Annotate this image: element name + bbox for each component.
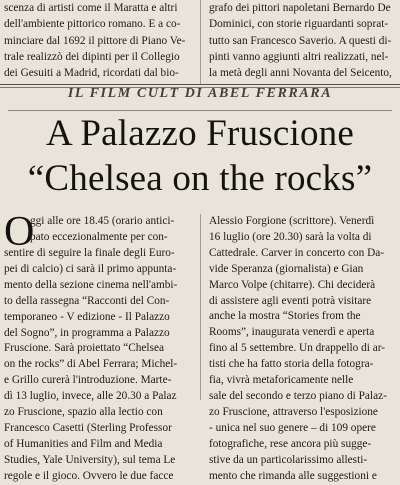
article-right-column [209,214,395,484]
text-line: vide Speranza (giornalista) e Gian [209,262,364,275]
section-rule [0,84,400,85]
text-line: del Sogno”, in programma a Palazzo [4,326,170,339]
text-line: ggi alle ore 18.45 (orario antici- [30,215,175,227]
text-line: on the rocks” di Abel Ferrara; Michel- [4,358,178,371]
text-line: dì 13 luglio, invece, alle 20.30 a Palaz [4,390,177,403]
text-line: e Grillo curerà l'introduzione. Marte- [4,374,172,387]
previous-article-left-column [4,0,190,81]
text-line: mento che rimanda alle suggestioni e [209,469,377,482]
text-line: Dominici, con storie riguardanti soprat- [209,18,389,31]
text-line: scenza di artisti come il Maratta e altri [4,2,178,14]
text-line: Fruscione. Sarà proiettato “Chelsea [4,342,164,355]
text-line: la metà degli anni Novanta del Seicento, [209,67,392,80]
kicker: IL FILM CULT DI ABEL FERRARA [67,86,333,101]
text-line: to della rassegna “Racconti del Con- [4,294,170,307]
column-divider [200,214,201,400]
text-line: trale realizzò dei dipinti per il Collegio [4,50,180,63]
previous-article-right-column [209,0,395,81]
text-line: of Humanities and Film and Media [4,437,163,450]
text-line: fia, vivrà metaforicamente nelle [209,374,354,387]
text-line: - unica nel suo genere – di 109 opere [209,421,376,434]
text-line: Francesco Casetti (Sterling Professor [4,421,172,434]
headline-line-1: A Palazzo Fruscione [46,113,354,154]
text-line: zo Fruscione, attraverso l'esposizione [209,405,378,418]
text-line: sentire di seguire la finale degli Euro- [4,247,175,259]
text-line: pinti vanno aggiunti altri realizzati, nel- [209,50,389,63]
headline-line-2: “Chelsea on the rocks” [27,158,373,199]
text-line: Cattedrale. Carver in concerto con Da- [209,246,385,259]
text-line: dell'ambiente pittorico romano. E a co- [4,18,181,31]
text-line: temporaneo - V edizione - Il Palazzo [4,310,170,323]
text-line: stive da un particolarissimo allesti- [209,453,368,466]
lead-lines [30,214,174,246]
text-line: fino al 5 settembre. Un drappello di ar- [209,342,386,355]
text-line: dei Gesuiti a Madrid, ricordati dal bio- [4,67,179,80]
column-divider [200,0,201,84]
text-line: zo Fruscione, spazio alla lectio con [4,406,163,419]
text-line: sale del secondo e terzo piano di Palaz- [209,389,387,402]
article-body [0,209,400,482]
text-line: Alessio Forgione (scrittore). Venerdì [209,215,375,227]
article-left-column [4,209,190,482]
text-line: Marco Volpe (chitarre). Chi deciderà [209,278,376,291]
text-line: mento della sezione cinema nell'ambi- [4,278,178,291]
article-left-text [4,246,177,485]
text-line: fotografiche, rese ancora più sugge- [209,437,372,450]
text-line: anche la mostra “Stories from the [209,310,361,323]
text-line: pei di calcio) ci sarà il primo appunta- [4,262,177,275]
text-line: Rooms”, inaugurata venerdì e aperta [209,326,375,339]
text-line: di assistere agli eventi potrà visitare [209,294,372,307]
kicker-rule [8,110,392,111]
text-line: tisti che ha fatto storia della fotogra- [209,358,374,371]
text-line: minciare dal 1692 il pittore di Piano Ve- [4,34,186,47]
text-line: tutto san Francesco Saverio. A questi di- [209,34,392,47]
drop-cap: O [4,209,35,255]
text-line: regole e il gioco. Ovvero le due facce [4,469,174,482]
text-line: grafo dei pittori napoletani Bernardo De [209,2,391,14]
text-line: 16 luglio (ore 20.30) sarà la volta di [209,230,372,243]
text-line: pato eccezionalmente per con- [30,230,168,243]
previous-article [0,0,400,88]
text-line: Studies, Yale University), sul tema Le [4,453,176,466]
